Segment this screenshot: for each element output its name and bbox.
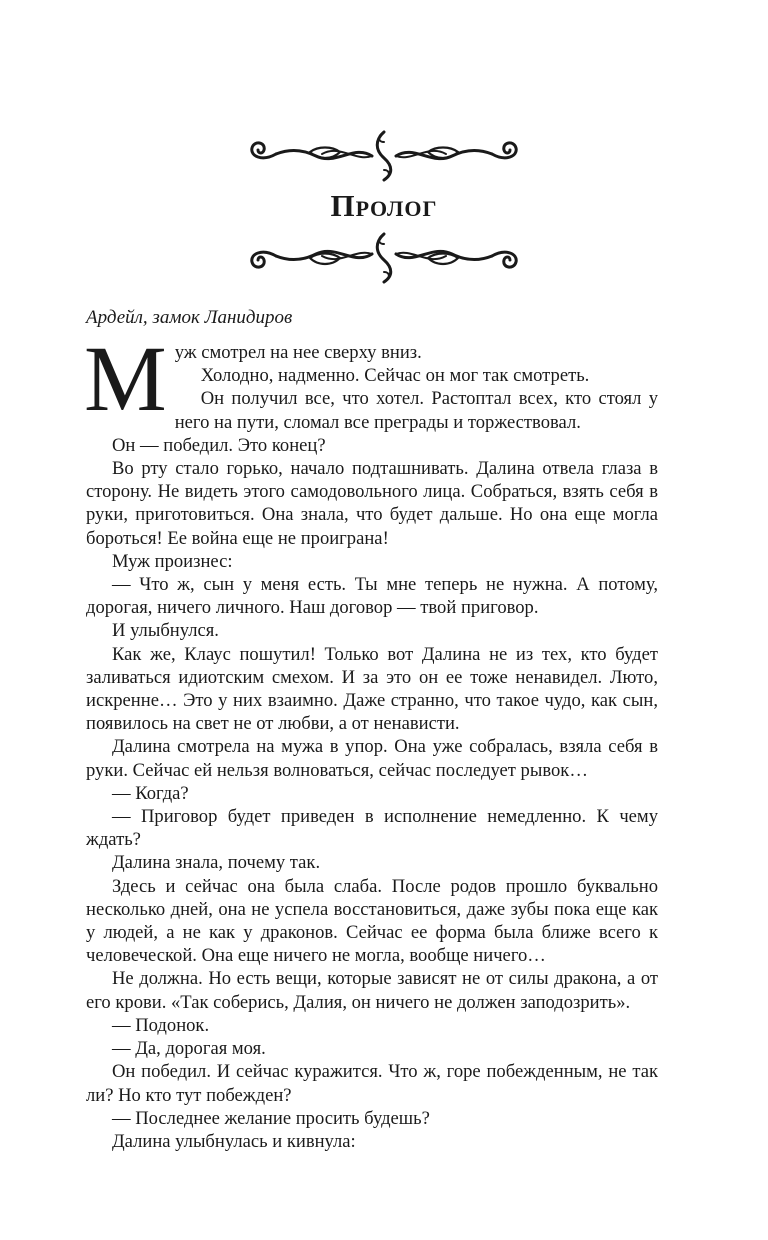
paragraph: — Приговор будет приведен в исполнение немедленно. К чему ждать?	[86, 806, 658, 851]
paragraph: Далина знала, почему так.	[112, 852, 321, 874]
paragraph: Он победил. И сейчас куражится. Что ж, горе побежденным, не так ли? Но кто тут побежден?	[86, 1061, 658, 1106]
flourish-ornament-bottom	[244, 228, 524, 284]
flourish-ornament-top	[244, 126, 524, 182]
paragraph: Он получил все, что хотел. Растоптал всех, кто стоял у него на пути, сломал все преграды и торжествовал.	[174, 388, 658, 433]
paragraph: Здесь и сейчас она была слаба. После родов прошло буквально несколько дней, она не успела восстановиться, даже зубы пока еще как у людей, а не как у драконов. Сейчас ее форма была ближе всего к человеческой. Она еще ничего не могла, вообще ничего…	[86, 875, 658, 967]
place-subtitle: Ардейл, замок Ланидиров	[86, 307, 293, 328]
paragraph: Далина смотрела на мужа в упор. Она уже собралась, взяла себя в руки. Сейчас ей нельзя волноваться, сейчас последует рывок…	[86, 736, 658, 781]
paragraph: Не должна. Но есть вещи, которые зависят не от силы дракона, а от его крови. «Так соберись, Далия, он ничего не должен заподозрить».	[86, 968, 658, 1013]
paragraph: Как же, Клаус пошутил! Только вот Далина не из тех, кто будет заливаться идиотским смехом. И за это он ее тоже ненавидел. Люто, искренне… Это у них взаимно. Даже странно, что такое чудо, как сын, появилось на свет не от любви, а от ненависти.	[86, 643, 658, 735]
paragraph: Далина улыбнулась и кивнула:	[112, 1130, 356, 1152]
paragraph: Он — победил. Это конец?	[112, 434, 326, 456]
paragraph: И улыбнулся.	[112, 620, 219, 642]
chapter-body	[84, 328, 658, 1153]
chapter-title: Пролог	[330, 188, 438, 223]
paragraph: Муж смотрел на нее сверху вниз.	[84, 328, 422, 431]
drop-cap: М	[84, 328, 167, 431]
paragraph: Во рту стало горько, начало подташнивать. Далина отвела глаза в сторону. Не видеть этого самодовольного лица. Собраться, взять себя в руки, приготовиться. Она знала, что будет дальше. Но она еще могла бороться! Ее война еще не проиграна!	[86, 458, 658, 549]
paragraph: — Да, дорогая моя.	[112, 1038, 266, 1060]
paragraph: — Подонок.	[112, 1014, 210, 1036]
paragraph: Холодно, надменно. Сейчас он мог так смотреть.	[200, 365, 590, 387]
paragraph: Муж произнес:	[112, 550, 233, 572]
paragraph: — Последнее желание просить будешь?	[112, 1107, 430, 1129]
paragraph: — Что ж, сын у меня есть. Ты мне теперь не нужна. А потому, дорогая, ничего личного. Наш договор — твой приговор.	[86, 574, 658, 619]
paragraph: — Когда?	[112, 782, 189, 804]
